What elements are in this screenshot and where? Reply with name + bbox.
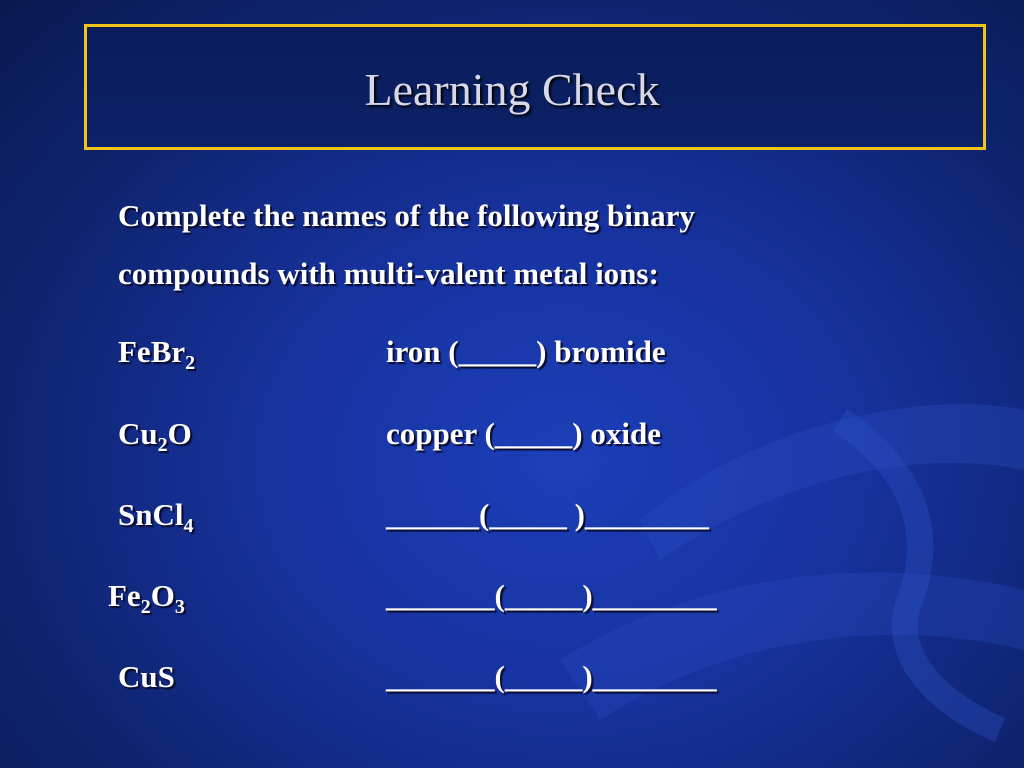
slide-title: Learning Check [364, 64, 660, 115]
answer-cus: _______(_____)________ [386, 659, 717, 694]
formula-sncl4: SnCl$_4$ [118, 497, 194, 537]
answer-fe2o3: _______(_____)________ [386, 578, 717, 613]
formula-cus: CuS [118, 659, 175, 694]
answer-sncl4: ______(_____ )________ [386, 497, 709, 532]
formula-cu2o: $Cu_2O$ [118, 416, 192, 456]
formula-fe2o3: $Fe_2O_3$ [108, 578, 185, 618]
answer-cu2o: copper (_____) oxide [386, 416, 661, 451]
instruction-line-1: Complete the names of the following binary [118, 198, 695, 233]
answer-febr2: iron (_____) bromide [386, 334, 666, 369]
formula-febr2: FeBr$_2$ [118, 334, 196, 374]
instruction-line-2: compounds with multi-valent metal ions: [118, 256, 659, 291]
